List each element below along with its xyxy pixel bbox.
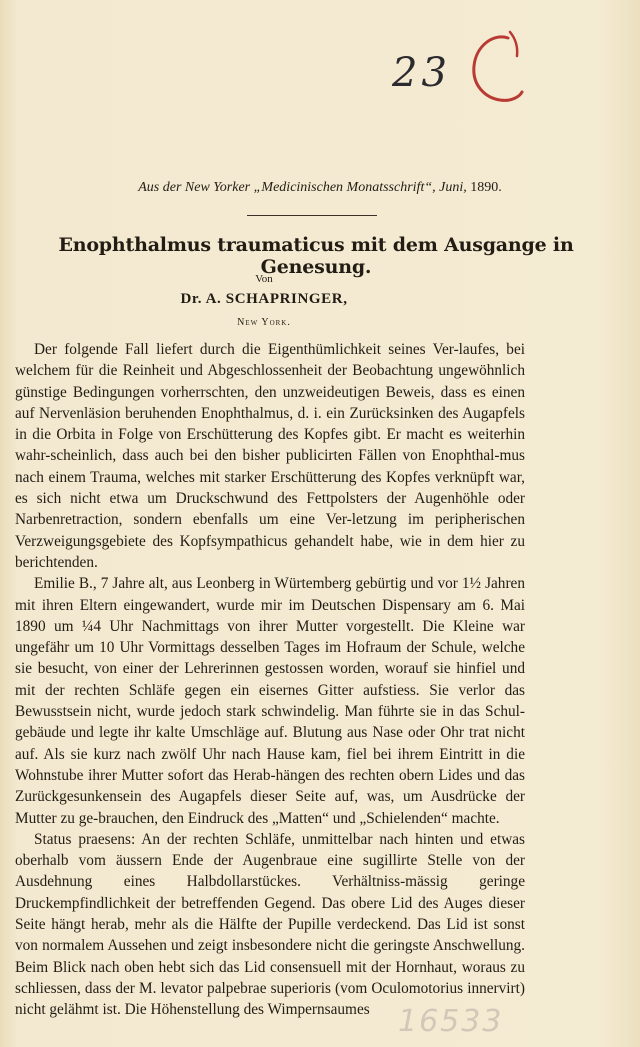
handwritten-page-number: 23 [392, 50, 451, 96]
source-citation [40, 180, 600, 196]
library-stamp: 16533 [398, 1004, 504, 1039]
byline: Von [255, 273, 273, 285]
paragraph: Status praesens: An der rechten Schläfe, unmittelbar nach hinten und etwas oberhalb vom äussern Ende der Augenbraue eine sugillirte Stelle von der Ausdehnung eines Halbdollarstückes. Verhältniss-mässig geringe Druckempfindlichkeit der betreffenden Gegend. Das obere Lid des Auges dieser Seite hängt herab, mehr als die Hälfte der Pupille verdeckend. Das Lid ist sonst von normalem Aussehen und zeigt insbesondere nicht die geringste Anschwellung. Beim Blick nach oben hebt sich das Lid consensuell mit der Hornhaut, woraus zu schliessen, dass der M. levator palpebrae superioris (vom Oculomotorius innervirt) nicht gelähmt ist. Die Höhenstellung des Wimpernsaumes [15, 830, 525, 1019]
source-year: 1890. [470, 180, 502, 195]
source-journal: „Medicinischen Monatsschrift“ [253, 180, 433, 195]
article-body [15, 339, 525, 1021]
author-place: New York. [237, 317, 291, 328]
source-month: , Juni, [432, 180, 471, 195]
red-pencil-mark [468, 28, 526, 108]
paragraph: Emilie B., 7 Jahre alt, aus Leonberg in Würtemberg gebürtig und vor 1½ Jahren mit ihren Eltern eingewandert, wurde mir im Deutschen Dispensary am 6. Mai 1890 um ¼4 Uhr Nachmittags von ihrer Mutter vorgestellt. Die Kleine war ungefähr um 10 Uhr Vormittags desselben Tages im Hofraum der Schule, welche sie besucht, von einer der Lehrerinnen gestossen worden, worauf sie hinfiel und mit der rechten Schläfe gegen ein eisernes Gitter aufstiess. Sie verlor das Bewusstsein nicht, wurde jedoch stark schwindelig. Man führte sie in das Schul-gebäude und legte ihr kalte Umschläge auf. Blutung aus Nase oder Ohr trat nicht auf. Als sie kurz nach zwölf Uhr nach Hause kam, fiel bei ihrem Eintritt in die Wohnstube ihrer Mutter sofort das Herab-hängen des rechten obern Lides und das Zurückgesunkensein des Augapfels dieser Seite auf, was, um Ausdrücke der Mutter zu ge-brauchen, den Eindruck des „Matten“ und „Schielenden“ machte. [15, 575, 525, 827]
divider-rule [247, 215, 377, 216]
author-name: Dr. A. SCHAPRINGER, [180, 291, 348, 307]
source-prefix: Aus der New Yorker [138, 180, 254, 195]
article-title: Enophthalmus traumaticus mit dem Ausgange in Genesung. [58, 234, 574, 278]
paragraph: Der folgende Fall liefert durch die Eigenthümlichkeit seines Ver-laufes, bei welchem für die Reinheit und Abgeschlossenheit der Beobachtung ungewöhnlich günstige Bedingungen vorherrschten, den unzweideutigen Beweis, dass es einen auf Nervenläsion beruhenden Enophthalmus, d. i. ein Zurücksinken des Augapfels in die Orbita in Folge von Erschütterung des Kopfes gibt. Er macht es weiterhin wahr-scheinlich, dass auch bei den bisher publicirten Fällen von Enophthal-mus nach einem Trauma, welches mit starker Erschütterung des Kopfes verknüpft war, es sich nicht etwa um Druckschwund des Fettpolsters der Augenhöhle oder Narbenretraction, sondern ebenfalls um eine Ver-letzung im peripherischen Verzweigungsgebiete des Kopfsympathicus gehandelt habe, wie in dem hier zu berichtenden. [15, 341, 525, 571]
